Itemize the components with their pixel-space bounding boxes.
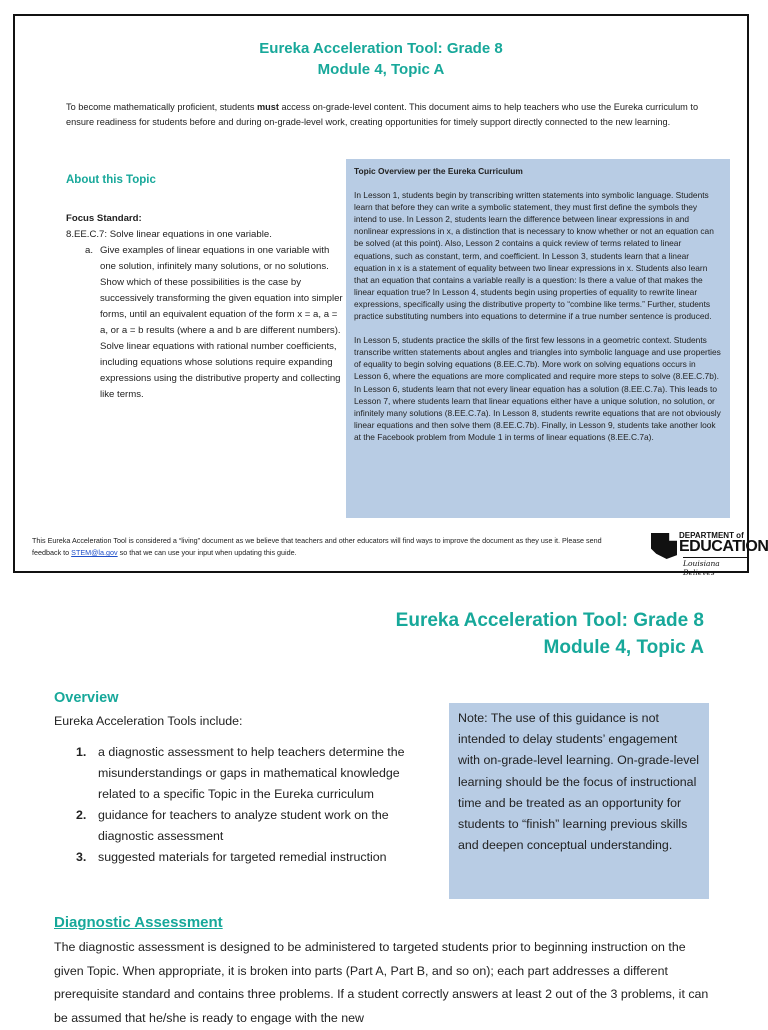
focus-standard-text: 8.EE.C.7: Solve linear equations in one variable. [66, 229, 272, 240]
louisiana-doe-logo [649, 529, 768, 577]
logo-education-text: EDUCATION [679, 538, 768, 555]
topic-overview-title: Topic Overview per the Eureka Curriculum [354, 166, 523, 176]
feedback-email-link[interactable]: STEM@la.gov [71, 548, 118, 557]
living-document-note: This Eureka Acceleration Tool is considered a “living” document as we believe that teachers and other educators will find ways to improve the document as they use it. Please send feedback to STEM@la.gov so that we can use your input when updating this guide. [32, 536, 602, 557]
tools-intro: Eureka Acceleration Tools include: [54, 714, 243, 728]
logo-department-text: DEPARTMENT of [679, 531, 744, 540]
page-1-title-line-1: Eureka Acceleration Tool: Grade 8 [259, 40, 503, 57]
list-item-number: 1. [76, 745, 87, 759]
list-item-text: a diagnostic assessment to help teachers determine the misunderstandings or gaps in mathematical knowledge related to a specific Topic in the Eureka curriculum [98, 745, 405, 801]
topic-overview-paragraph-1: In Lesson 1, students begin by transcribing written statements into symbolic language. Students learn that before they can write a symbolic statement, they must first define the symbols they intend to use. In Lesson 2, students learn the difference between linear expressions in and nonlinear expressions in x, a distinction that is necessary to know whether or not an equation can be solved (at this point). Also, Lesson 2 contains a quick review of terms related to linear equations, such as constant, term, and coefficient. In Lesson 3, students learn that a linear equation in x is a statement of equality between two linear expressions in x. Students also learn that an equation that contains a variable really is a question: Is there a value of that makes the linear equation true? In Lesson 4, students begin using properties of equality to rewrite linear expressions, specifically using the distributive property to “combine like terms.” Further, students practice substituting numbers into equations to determine if a true number sentence is produced. [354, 190, 714, 322]
page-1-title-line-2: Module 4, Topic A [317, 61, 445, 78]
louisiana-state-icon [651, 533, 677, 559]
about-topic-heading: About this Topic [66, 174, 156, 186]
focus-sub-a [66, 243, 346, 339]
sub-a-marker: a. [85, 245, 94, 256]
sub-b-text: Solve linear equations with rational number coefficients, including equations whose solutions require expanding expressions using the distributive property and collecting like terms. [100, 341, 341, 400]
intro-paragraph: To become mathematically proficient, students must access on-grade-level content. This document aims to help teachers who use the Eureka curriculum to ensure readiness for students before and during on-grade-level work, creating opportunities for timely support directly connected to the new learning. [66, 102, 699, 127]
list-item-number: 3. [76, 850, 87, 864]
list-item [54, 742, 432, 805]
diagnostic-assessment-heading[interactable]: Diagnostic Assessment [54, 914, 223, 931]
page-2-title-line-2: Module 4, Topic A [543, 637, 704, 658]
list-item-text: guidance for teachers to analyze student work on the diagnostic assessment [98, 808, 389, 843]
topic-overview-box [346, 159, 730, 518]
page-2-title-line-1: Eureka Acceleration Tool: Grade 8 [395, 610, 704, 631]
list-item [54, 805, 432, 847]
guidance-note-box: Note: The use of this guidance is not intended to delay students’ engagement with on-grade-level learning. On-grade-level learning should be the focus of instructional time and be treated as an opportunity for students to “finish” learning previous skills and deepen conceptual understanding. [449, 703, 709, 899]
sub-a-text: Give examples of linear equations in one variable with one solution, infinitely many solutions, or no solutions. Show which of these possibilities is the case by successively transforming the given equation into simpler forms, until an equivalent equation of the form x = a, a = a, or a = b results (where a and b are different numbers). [100, 245, 343, 336]
page-1-frame [13, 14, 768, 577]
tools-list [54, 742, 432, 868]
list-item-text: suggested materials for targeted remedial instruction [98, 850, 387, 864]
diagnostic-assessment-text: The diagnostic assessment is designed to be administered to targeted students prior to beginning instruction on the given Topic. When appropriate, it is broken into parts (Part A, Part B, and so on); each part addresses a different prerequisite standard and contains three problems. If a student correctly answers at least 2 out of the 3 problems, it can be assumed that he/she is ready to engage with the new [54, 940, 709, 1025]
focus-standard-label: Focus Standard: [66, 213, 142, 224]
overview-heading: Overview [54, 690, 119, 706]
list-item-number: 2. [76, 808, 87, 822]
logo-tagline: Louisiana Believes [683, 557, 749, 577]
focus-sub-b [66, 339, 346, 403]
focus-standard-block [66, 211, 346, 403]
topic-overview-paragraph-2: In Lesson 5, students practice the skills of the first few lessons in a geometric context. Students transcribe written statements about angles and triangles into symbolic language and use properties of equality to begin solving equations (8.EE.C.7b). More work on solving equations occurs in Lesson 6, where the equations are more complicated and require more steps to solve (8.EE.C.7b). In Lesson 6, students learn that not every linear equation has a solution (8.EE.C.7a). This leads to Lesson 7, where students learn that linear equations either have a unique solution, no solution, or infinitely many solutions (8.EE.C.7a). In Lesson 8, students rewrite equations that are not obviously linear equations and then solve them (8.EE.C.7b). Finally, in Lesson 9, students take another look at the Facebook problem from Module 1 in terms of linear equations (8.EE.C.7a). [354, 335, 721, 442]
list-item [54, 847, 432, 868]
